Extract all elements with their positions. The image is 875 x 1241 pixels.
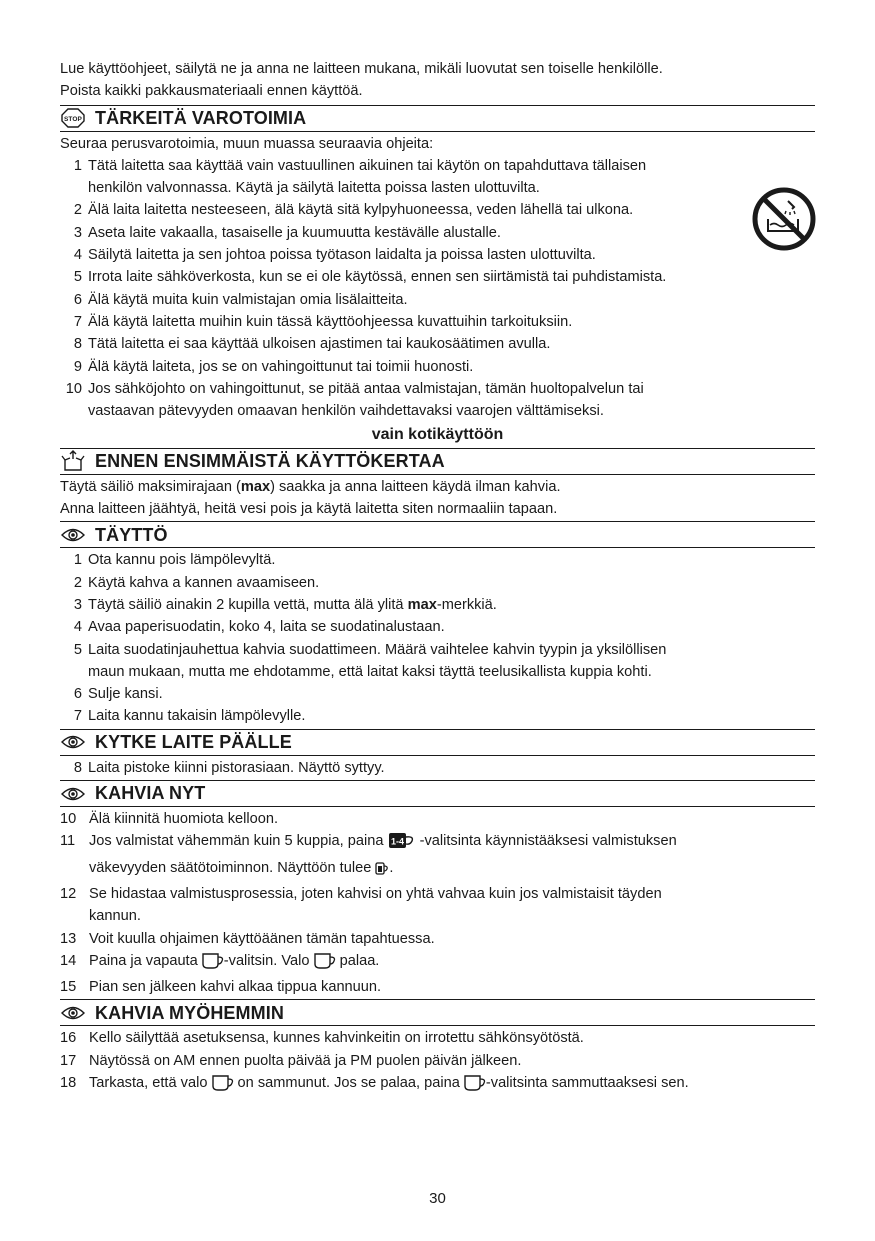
- eye-icon: [60, 524, 86, 546]
- stop-icon: [60, 107, 86, 129]
- no-water-icon: [752, 187, 816, 256]
- cup-icon: [212, 1074, 234, 1098]
- list-item: 18 Tarkasta, että valo on sammunut. Jos se palaa, paina -valitsinta sammuttaaksesi sen.: [60, 1072, 815, 1098]
- unbox-icon: [60, 450, 86, 472]
- list-item: 3 Täytä säiliö ainakin 2 kupilla vettä, mutta älä ylitä max-merkkiä.: [73, 596, 497, 613]
- first-use-heading: [60, 448, 815, 475]
- list-item: 6 Sulje kansi.: [73, 686, 163, 703]
- power-heading: [60, 729, 815, 756]
- list-item: 4 Säilytä laitetta ja sen johtoa poissa työtason laidalta ja poissa lasten ulottuvilta.: [73, 247, 596, 264]
- list-item: 8 Laita pistoke kiinni pistorasiaan. Näyttö syttyy.: [73, 759, 385, 776]
- list-item: 14 Paina ja vapauta -valitsin. Valo palaa.: [60, 950, 815, 976]
- coffee-now-title: KAHVIA NYT: [95, 783, 206, 804]
- list-item: 3 Aseta laite vakaalla, tasaiselle ja kuumuutta kestävälle alustalle.: [73, 224, 501, 241]
- coffee-later-title: KAHVIA MYÖHEMMIN: [95, 1002, 284, 1023]
- eye-icon: [60, 731, 86, 753]
- cup-icon: [464, 1074, 486, 1098]
- list-item: 6 Älä käytä muita kuin valmistajan omia lisälaitteita.: [73, 291, 408, 308]
- cup-icon: [202, 952, 224, 976]
- coffee-later-heading: [60, 999, 815, 1026]
- list-item: 5 Laita suodatinjauhettua kahvia suodattimeen. Määrä vaihtelee kahvin tyypin ja yksilöllisen maun mukaan, mutta me ehdotamme, että laitat kaksi täyttä teelusikallista kuppia kohti.: [73, 641, 667, 680]
- filling-title: TÄYTTÖ: [95, 524, 168, 545]
- coffee-later-list: [60, 1027, 815, 1098]
- strength-button-icon: [388, 832, 416, 856]
- list-item: 5 Irrota laite sähköverkosta, kun se ei ole käytössä, ennen sen siirtämistä tai puhdistamista.: [73, 269, 667, 286]
- page-number: 30: [429, 1190, 446, 1207]
- list-item: 13 Voit kuulla ohjaimen käyttöäänen tämän tapahtuessa.: [60, 930, 435, 947]
- list-item: 1 Ota kannu pois lämpölevyltä.: [73, 552, 276, 569]
- coffee-now-heading: [60, 780, 815, 807]
- safety-title: TÄRKEITÄ VAROTOIMIA: [95, 107, 307, 128]
- first-use-title: ENNEN ENSIMMÄISTÄ KÄYTTÖKERTAA: [95, 451, 445, 472]
- eye-icon: [60, 1002, 86, 1024]
- list-item: 17 Näytössä on AM ennen puolta päivää ja PM puolen päivän jälkeen.: [60, 1052, 522, 1069]
- home-use-label: vain kotikäyttöön: [371, 426, 504, 444]
- list-item: 7 Älä käytä laitetta muihin kuin tässä käyttöohjeessa kuvattuihin tarkoituksiin.: [73, 313, 573, 330]
- list-item: 2 Käytä kahva a kannen avaamiseen.: [73, 574, 320, 591]
- stop-icon-text: STOP: [64, 116, 82, 124]
- first-use-line-2: Anna laitteen jäähtyä, heitä vesi pois ja käytä laitetta siten normaaliin tapaan.: [60, 501, 558, 518]
- list-item: 4 Avaa paperisuodatin, koko 4, laita se suodatinalustaan.: [73, 619, 445, 636]
- power-title: KYTKE LAITE PÄÄLLE: [95, 732, 292, 753]
- eye-icon: [60, 783, 86, 805]
- power-list: [60, 757, 815, 779]
- list-item: 16 Kello säilyttää asetuksensa, kunnes kahvinkeitin on irrotettu sähkönsyötöstä.: [60, 1030, 584, 1047]
- safety-lead: Seuraa perusvarotoimia, muun muassa seuraavia ohjeita:: [60, 135, 434, 152]
- strength-button-icon-text: 1-4: [390, 836, 404, 847]
- safety-list: [60, 155, 815, 423]
- intro-line-1: Lue käyttöohjeet, säilytä ne ja anna ne laitteen mukana, mikäli luovutat sen toiselle henkilölle.: [60, 61, 663, 77]
- list-item: 11 Jos valmistat vähemmän kuin 5 kuppia, paina 1-4 -valitsinta käynnistääksesi valmistuksen väkevyyden säätötoiminnon. Näyttöön tulee .: [60, 830, 815, 883]
- list-item: 7 Laita kannu takaisin lämpölevylle.: [73, 708, 306, 725]
- list-item: 10 Älä kiinnitä huomiota kelloon.: [60, 811, 279, 828]
- strength-indicator-icon: [375, 861, 389, 883]
- list-item: 9 Älä käytä laiteta, jos se on vahingoittunut tai toimii huonosti.: [73, 358, 474, 375]
- manual-page: [60, 58, 815, 1098]
- filling-heading: [60, 521, 815, 548]
- list-item: 10 Jos sähköjohto on vahingoittunut, se pitää antaa valmistajan, tämän huoltopalvelun tai vastaavan pätevyyden omaavan henkilön vaihdettavaksi vaarojen välttämiseksi.: [65, 380, 644, 420]
- intro-line-2: Poista kaikki pakkausmateriaali ennen käyttöä.: [60, 83, 363, 100]
- list-item: 8 Tätä laitetta ei saa käyttää ulkoisen ajastimen tai kaukosäätimen avulla.: [73, 336, 551, 353]
- first-use-line-1: Täytä säiliö maksimirajaan (max) saakka ja anna laitteen käydä ilman kahvia.: [60, 478, 561, 495]
- list-item: 1 Tätä laitetta saa käyttää vain vastuullinen aikuinen tai käytön on tapahduttava tällaisen henkilön valvonnassa. Käytä ja säilytä laitetta poissa lasten ulottuvilta.: [73, 157, 647, 197]
- cup-icon: [314, 952, 336, 976]
- safety-heading: [60, 105, 815, 132]
- coffee-now-list: [60, 808, 815, 998]
- list-item: 2 Älä laita laitetta nesteeseen, älä käytä sitä kylpyhuoneessa, veden lähellä tai ulkona.: [73, 202, 634, 219]
- list-item: 12 Se hidastaa valmistusprosessia, joten kahvisi on yhtä vahvaa kuin jos valmistaisit täyden kannun.: [60, 885, 662, 925]
- list-item: 15 Pian sen jälkeen kahvi alkaa tippua kannuun.: [60, 979, 382, 996]
- filling-list: [60, 549, 815, 727]
